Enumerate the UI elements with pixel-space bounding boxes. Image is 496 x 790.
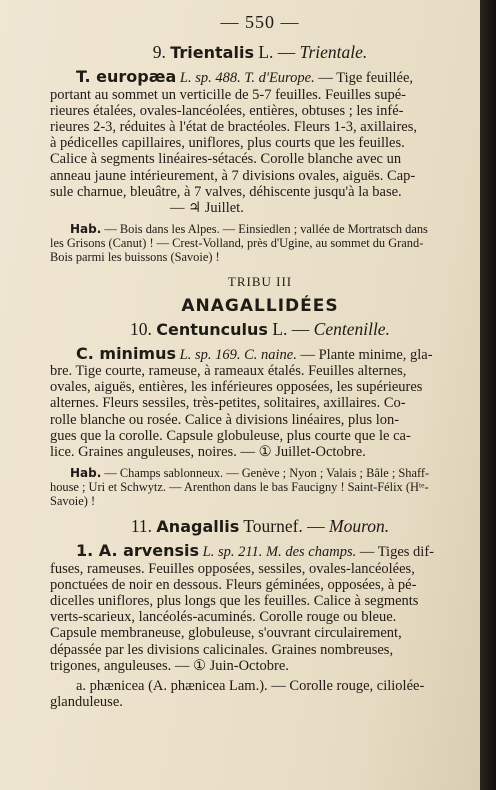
variety-phaenicea bbox=[50, 678, 470, 710]
description-line: Capsule membraneuse, globuleuse, s'ouvrant circulairement, bbox=[50, 625, 402, 642]
habitat-line: les Grisons (Canut) ! — Crest-Volland, près d'Ugine, au sommet du Grand- bbox=[50, 236, 424, 251]
description-line: anneau jaune intérieurement, à 7 divisions ovales, aiguës. Cap- bbox=[50, 167, 416, 184]
book-spine bbox=[480, 0, 496, 790]
genus-author: L. — bbox=[258, 42, 296, 63]
description-line: portant au sommet un verticille de 5-7 feuilles. Feuilles supé- bbox=[50, 86, 406, 103]
tribe-heading: TRIBU III bbox=[227, 274, 293, 290]
description-line: bre. Tige courte, rameuse, à rameaux étalés. Feuilles alternes, bbox=[50, 363, 407, 380]
species-line-trientalis bbox=[50, 69, 470, 86]
species-name: 1. A. arvensis bbox=[76, 541, 199, 561]
description-line: rieures étalées, ovales-lancéolées, entières, obtuses ; les infé- bbox=[50, 102, 404, 119]
description-line: sule charnue, bleuâtre, à 7 valves, déhiscente jusqu'à la base. bbox=[50, 183, 402, 200]
habitat-line: Bois parmi les buissons (Savoie) ! bbox=[50, 250, 220, 265]
description-line: — ♃ Juillet. bbox=[170, 200, 244, 217]
genus-name: Anagallis bbox=[156, 517, 240, 537]
genus-author: Tournef. — bbox=[243, 516, 325, 537]
habitat-line: Savoie) ! bbox=[50, 494, 96, 509]
species-line-centunculus bbox=[50, 343, 470, 363]
genus-common-name: Trientale. bbox=[299, 42, 368, 63]
genus-number: 11. bbox=[130, 516, 153, 537]
page-number: — 550 — bbox=[220, 12, 300, 32]
species-name: T. europæa bbox=[76, 67, 177, 87]
variety-line: a. phænicea (A. phænicea Lam.). — Corolle rouge, ciliolée- bbox=[76, 678, 425, 695]
genus-heading-trientalis bbox=[50, 44, 470, 61]
habitat-line: — Champs sablonneux. — Genève ; Nyon ; Valais ; Bâle ; Shaff- bbox=[104, 466, 430, 481]
species-description bbox=[50, 363, 470, 460]
description-line: trigones, anguleuses. — ① Juin-Octobre. bbox=[50, 657, 289, 674]
habitat-trientalis bbox=[50, 222, 470, 264]
description-line: Calice à segments linéaires-sétacés. Corolle blanche avec un bbox=[50, 151, 402, 168]
family-heading: ANAGALLIDÉES bbox=[181, 296, 339, 317]
description-line: lice. Graines anguleuses, noires. — ① Juillet-Octobre. bbox=[50, 444, 366, 461]
variety-line: glanduleuse. bbox=[50, 694, 123, 711]
species-reference: L. sp. 169. C. naine. bbox=[179, 346, 297, 363]
genus-author: L. — bbox=[272, 318, 310, 339]
genus-common-name: Centenille. bbox=[313, 318, 390, 339]
habitat-label: Hab. bbox=[70, 222, 102, 237]
habitat-line: — Bois dans les Alpes. — Einsiedlen ; vallée de Mortratsch dans bbox=[104, 222, 428, 237]
habitat-label: Hab. bbox=[70, 466, 102, 481]
species-reference: L. sp. 211. M. des champs. bbox=[202, 544, 357, 561]
description-line: rolle blanche ou rosée. Calice à divisions linéaires, plus lon- bbox=[50, 411, 400, 428]
description-line: dicelles uniflores, plus longs que les feuilles. Calice à segments bbox=[50, 593, 419, 610]
description-line: ovales, aiguës, entières, les inférieures opposées, les supérieures bbox=[50, 379, 423, 396]
description-line: verts-scarieux, lancéolés-acuminés. Corolle rouge ou bleue. bbox=[50, 609, 397, 626]
description-line: rieures 2-3, réduites à l'état de bractéoles. Fleurs 1-3, axillaires, bbox=[50, 119, 417, 136]
genus-heading-anagallis bbox=[50, 518, 470, 535]
genus-number: 10. bbox=[130, 318, 152, 339]
species-line-anagallis bbox=[50, 543, 470, 560]
habitat-centunculus bbox=[50, 466, 470, 508]
genus-name: Trientalis bbox=[170, 43, 254, 63]
species-name: C. minimus bbox=[76, 343, 177, 363]
species-description-start: — Plante minime, gla- bbox=[300, 346, 433, 363]
description-line: dépassée par les divisions calicinales. Graines nombreuses, bbox=[50, 641, 394, 658]
description-line: alternes. Fleurs sessiles, très-petites, solitaires, axillaires. Co- bbox=[50, 395, 406, 412]
genus-name: Centunculus bbox=[156, 319, 268, 339]
habitat-line: house ; Uri et Schwytz. — Arenthon dans le bas Faucigny ! Saint-Félix (Hᵗᵉ- bbox=[50, 480, 429, 495]
description-line: ponctuées de noir en dessous. Fleurs géminées, opposées, à pé- bbox=[50, 576, 417, 593]
species-description bbox=[50, 561, 470, 674]
genus-common-name: Mouron. bbox=[329, 516, 390, 537]
species-description-start: — Tige feuillée, bbox=[318, 70, 414, 87]
species-reference: L. sp. 488. T. d'Europe. bbox=[179, 70, 315, 87]
genus-heading-centunculus bbox=[50, 318, 470, 339]
genus-number: 9. bbox=[152, 42, 166, 63]
species-description-start: — Tiges dif- bbox=[359, 544, 434, 561]
description-line: à pédicelles capillaires, uniflores, plus courts que les feuilles. bbox=[50, 135, 405, 152]
description-line: gues que la corolle. Capsule globuleuse, plus courte que le ca- bbox=[50, 427, 411, 444]
page-content bbox=[50, 14, 470, 711]
species-description bbox=[50, 87, 470, 217]
description-line: fuses, rameuses. Feuilles opposées, sessiles, ovales-lancéolées, bbox=[50, 560, 415, 577]
